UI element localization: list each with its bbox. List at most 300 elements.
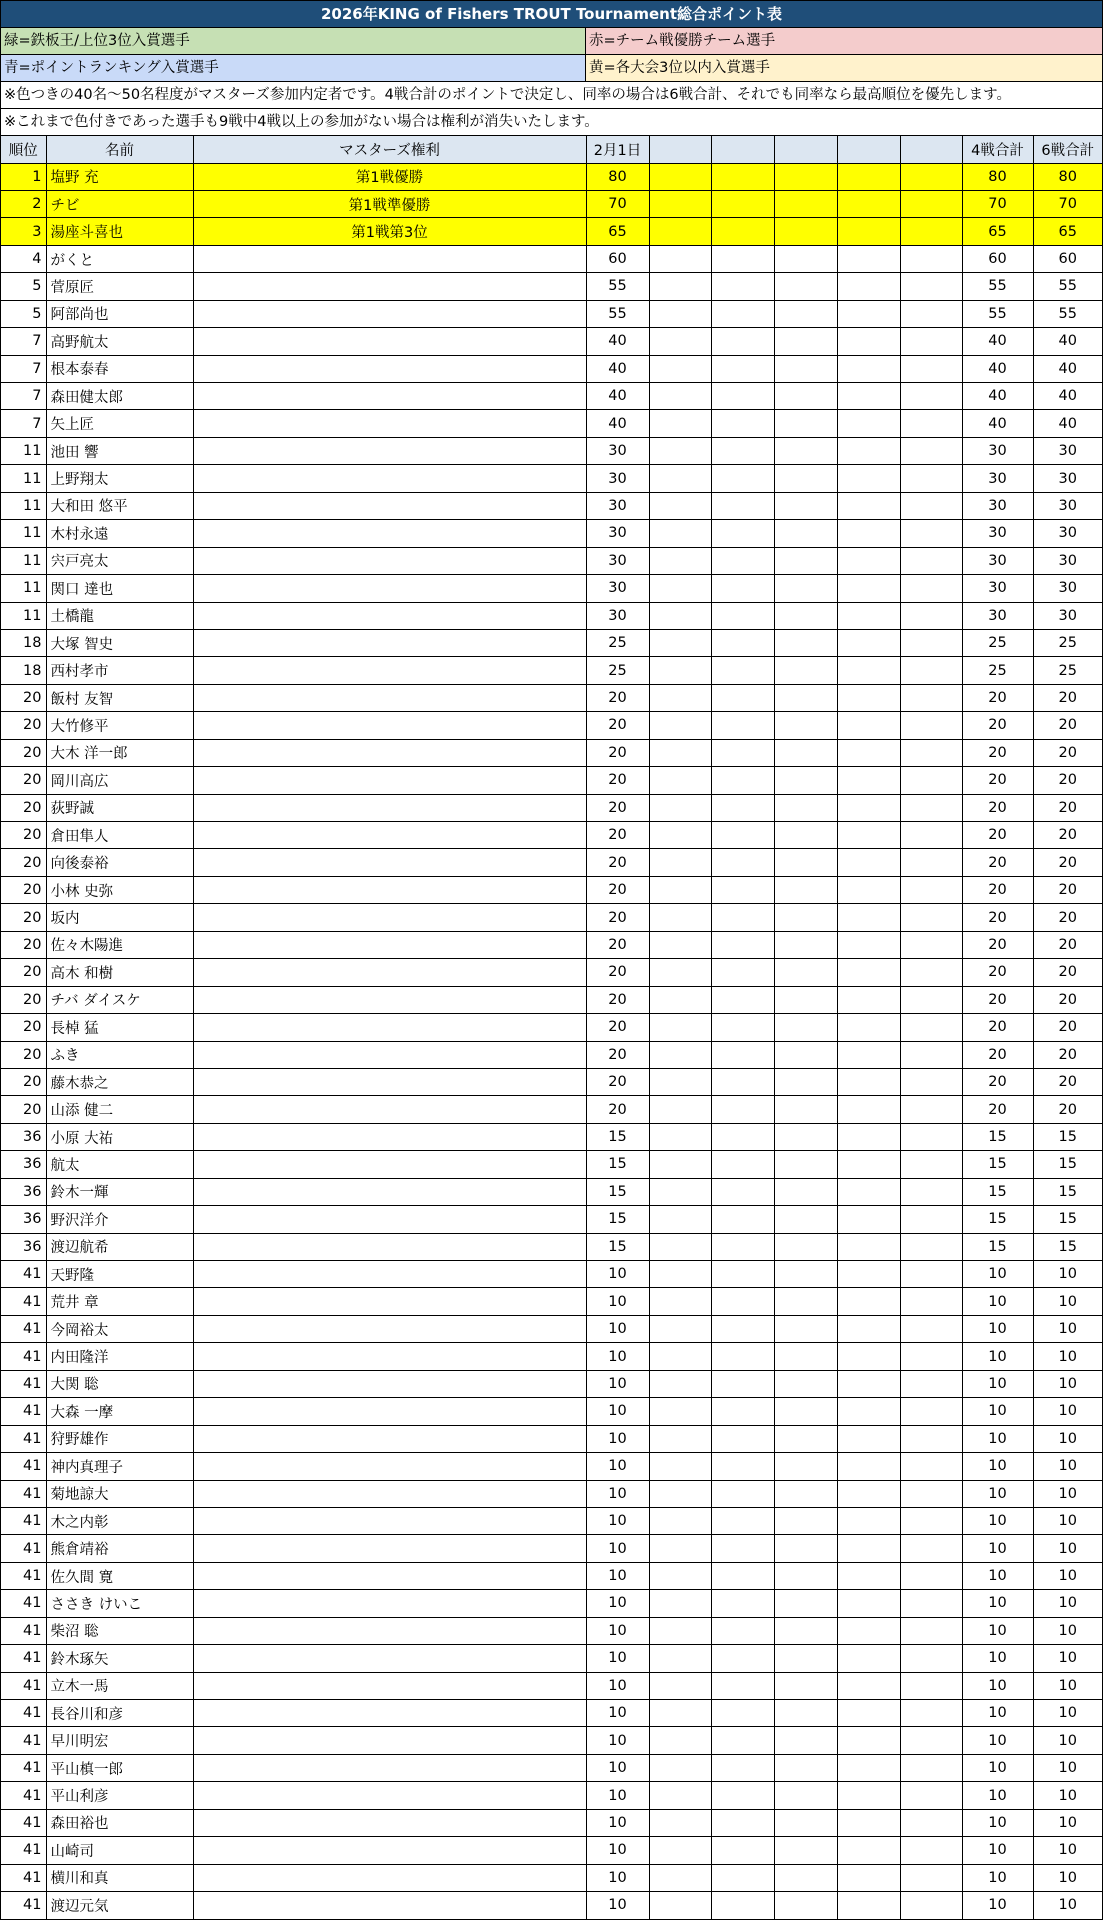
rank-cell: 41: [1, 1617, 46, 1644]
masters-right-cell: [193, 1206, 586, 1233]
name-cell: 向後泰裕: [46, 849, 193, 876]
event-3-cell: [711, 1014, 774, 1041]
event-6-cell: [900, 849, 962, 876]
legend-row-2: [1, 55, 1102, 82]
name-cell: 平山槙一郎: [46, 1754, 193, 1781]
event-3-cell: [711, 383, 774, 410]
event-5-cell: [837, 1617, 900, 1644]
rank-cell: 20: [1, 1068, 46, 1095]
event-5-cell: [837, 1892, 900, 1919]
event-2-cell: [649, 1782, 711, 1809]
sum4-cell: 20: [962, 1041, 1033, 1068]
rank-cell: 20: [1, 1014, 46, 1041]
sum4-cell: 10: [962, 1590, 1033, 1617]
event-5-cell: [837, 163, 900, 190]
table-row: [1, 1864, 1102, 1891]
event-5-cell: [837, 1123, 900, 1150]
event-6-cell: [900, 492, 962, 519]
name-cell: 小原 大祐: [46, 1123, 193, 1150]
sum6-cell: 10: [1033, 1864, 1102, 1891]
event-3-cell: [711, 1782, 774, 1809]
sum6-cell: 15: [1033, 1206, 1102, 1233]
rank-cell: 41: [1, 1343, 46, 1370]
masters-right-cell: [193, 520, 586, 547]
event-4-cell: [774, 1123, 837, 1150]
table-row: [1, 383, 1102, 410]
sum6-cell: 10: [1033, 1892, 1102, 1919]
table-row: [1, 986, 1102, 1013]
rank-cell: 20: [1, 684, 46, 711]
sum6-cell: 20: [1033, 794, 1102, 821]
rank-cell: 5: [1, 300, 46, 327]
event-5-cell: [837, 959, 900, 986]
event-2-cell: [649, 1068, 711, 1095]
event-1-points-cell: 30: [586, 547, 649, 574]
event-3-cell: [711, 355, 774, 382]
event-4-cell: [774, 218, 837, 245]
table-row: [1, 794, 1102, 821]
name-cell: 上野翔太: [46, 465, 193, 492]
event-6-cell: [900, 1507, 962, 1534]
event-4-cell: [774, 1562, 837, 1589]
name-cell: 西村孝市: [46, 657, 193, 684]
sum4-cell: 55: [962, 300, 1033, 327]
masters-right-cell: [193, 1507, 586, 1534]
name-cell: 熊倉靖裕: [46, 1535, 193, 1562]
sum6-cell: 20: [1033, 931, 1102, 958]
event-4-cell: [774, 986, 837, 1013]
event-1-points-cell: 20: [586, 959, 649, 986]
event-5-cell: [837, 1562, 900, 1589]
event-1-points-cell: 10: [586, 1892, 649, 1919]
name-cell: 高野航太: [46, 328, 193, 355]
sum4-cell: 10: [962, 1672, 1033, 1699]
legend-blue: 青=ポイントランキング入賞選手: [1, 55, 586, 81]
event-2-cell: [649, 1892, 711, 1919]
event-3-cell: [711, 1590, 774, 1617]
sum6-cell: 10: [1033, 1288, 1102, 1315]
table-row: [1, 1151, 1102, 1178]
name-cell: 長棹 猛: [46, 1014, 193, 1041]
rank-cell: 11: [1, 492, 46, 519]
rank-cell: 41: [1, 1727, 46, 1754]
rank-cell: 20: [1, 822, 46, 849]
name-cell: 塩野 充: [46, 163, 193, 190]
sum6-cell: 10: [1033, 1727, 1102, 1754]
table-row: [1, 1700, 1102, 1727]
rank-cell: 36: [1, 1178, 46, 1205]
event-4-cell: [774, 1151, 837, 1178]
event-3-cell: [711, 1041, 774, 1068]
sum6-cell: 10: [1033, 1507, 1102, 1534]
event-6-cell: [900, 1233, 962, 1260]
event-5-cell: [837, 794, 900, 821]
event-1-points-cell: 65: [586, 218, 649, 245]
sum4-cell: 30: [962, 437, 1033, 464]
event-2-cell: [649, 1507, 711, 1534]
event-3-cell: [711, 1315, 774, 1342]
table-row: [1, 163, 1102, 190]
event-3-cell: [711, 547, 774, 574]
header-event-5: [837, 136, 900, 163]
sum6-cell: 20: [1033, 904, 1102, 931]
event-6-cell: [900, 629, 962, 656]
event-6-cell: [900, 547, 962, 574]
event-3-cell: [711, 1343, 774, 1370]
event-5-cell: [837, 1068, 900, 1095]
event-3-cell: [711, 300, 774, 327]
table-row: [1, 1178, 1102, 1205]
masters-right-cell: [193, 1288, 586, 1315]
rank-cell: 41: [1, 1837, 46, 1864]
event-3-cell: [711, 218, 774, 245]
name-cell: 関口 達也: [46, 575, 193, 602]
table-row: [1, 1453, 1102, 1480]
table-row: [1, 1343, 1102, 1370]
sum4-cell: 30: [962, 547, 1033, 574]
event-2-cell: [649, 190, 711, 217]
event-3-cell: [711, 1535, 774, 1562]
event-4-cell: [774, 794, 837, 821]
event-6-cell: [900, 328, 962, 355]
name-cell: 早川明宏: [46, 1727, 193, 1754]
sum4-cell: 20: [962, 739, 1033, 766]
table-body: [1, 163, 1102, 1919]
event-3-cell: [711, 1809, 774, 1836]
event-6-cell: [900, 1782, 962, 1809]
event-1-points-cell: 10: [586, 1562, 649, 1589]
event-6-cell: [900, 959, 962, 986]
masters-right-cell: [193, 986, 586, 1013]
event-4-cell: [774, 300, 837, 327]
event-1-points-cell: 40: [586, 355, 649, 382]
event-4-cell: [774, 931, 837, 958]
event-6-cell: [900, 739, 962, 766]
rank-cell: 41: [1, 1864, 46, 1891]
event-2-cell: [649, 1261, 711, 1288]
masters-right-cell: [193, 849, 586, 876]
event-5-cell: [837, 602, 900, 629]
sum6-cell: 20: [1033, 1096, 1102, 1123]
masters-right-cell: [193, 904, 586, 931]
name-cell: 渡辺元気: [46, 1892, 193, 1919]
event-1-points-cell: 20: [586, 712, 649, 739]
sum6-cell: 10: [1033, 1261, 1102, 1288]
event-5-cell: [837, 273, 900, 300]
rank-cell: 2: [1, 190, 46, 217]
table-row: [1, 547, 1102, 574]
event-4-cell: [774, 712, 837, 739]
event-1-points-cell: 20: [586, 739, 649, 766]
rank-cell: 18: [1, 657, 46, 684]
event-4-cell: [774, 1233, 837, 1260]
masters-right-cell: [193, 657, 586, 684]
sum6-cell: 25: [1033, 629, 1102, 656]
event-1-points-cell: 60: [586, 245, 649, 272]
masters-right-cell: [193, 547, 586, 574]
event-6-cell: [900, 986, 962, 1013]
event-3-cell: [711, 273, 774, 300]
name-cell: 坂内: [46, 904, 193, 931]
name-cell: 大関 聡: [46, 1370, 193, 1397]
name-cell: 野沢洋介: [46, 1206, 193, 1233]
table-row: [1, 602, 1102, 629]
masters-right-cell: [193, 822, 586, 849]
event-3-cell: [711, 1864, 774, 1891]
rank-cell: 20: [1, 712, 46, 739]
event-4-cell: [774, 465, 837, 492]
event-1-points-cell: 10: [586, 1425, 649, 1452]
event-3-cell: [711, 1480, 774, 1507]
rank-cell: 41: [1, 1507, 46, 1534]
event-3-cell: [711, 437, 774, 464]
event-4-cell: [774, 739, 837, 766]
event-4-cell: [774, 1809, 837, 1836]
event-3-cell: [711, 1206, 774, 1233]
event-1-points-cell: 55: [586, 300, 649, 327]
sum4-cell: 10: [962, 1398, 1033, 1425]
event-5-cell: [837, 931, 900, 958]
event-3-cell: [711, 1453, 774, 1480]
event-2-cell: [649, 383, 711, 410]
table-row: [1, 355, 1102, 382]
event-6-cell: [900, 1370, 962, 1397]
table-header-row: [1, 136, 1102, 163]
event-5-cell: [837, 1014, 900, 1041]
event-1-points-cell: 70: [586, 190, 649, 217]
sum4-cell: 40: [962, 355, 1033, 382]
rank-cell: 36: [1, 1233, 46, 1260]
event-6-cell: [900, 245, 962, 272]
table-row: [1, 1837, 1102, 1864]
sum4-cell: 40: [962, 328, 1033, 355]
event-6-cell: [900, 1672, 962, 1699]
sum6-cell: 10: [1033, 1370, 1102, 1397]
name-cell: がくと: [46, 245, 193, 272]
name-cell: 菊地諒大: [46, 1480, 193, 1507]
sum4-cell: 10: [962, 1453, 1033, 1480]
event-1-points-cell: 10: [586, 1261, 649, 1288]
event-3-cell: [711, 931, 774, 958]
name-cell: 立木一馬: [46, 1672, 193, 1699]
event-1-points-cell: 15: [586, 1178, 649, 1205]
table-row: [1, 1398, 1102, 1425]
table-row: [1, 1645, 1102, 1672]
event-3-cell: [711, 1645, 774, 1672]
event-4-cell: [774, 547, 837, 574]
name-cell: チバ ダイスケ: [46, 986, 193, 1013]
table-row: [1, 575, 1102, 602]
event-1-points-cell: 10: [586, 1645, 649, 1672]
event-2-cell: [649, 328, 711, 355]
rank-cell: 11: [1, 465, 46, 492]
event-1-points-cell: 10: [586, 1480, 649, 1507]
masters-right-cell: [193, 1782, 586, 1809]
table-row: [1, 300, 1102, 327]
sum4-cell: 10: [962, 1562, 1033, 1589]
sum6-cell: 40: [1033, 328, 1102, 355]
event-5-cell: [837, 1041, 900, 1068]
sum6-cell: 10: [1033, 1425, 1102, 1452]
table-row: [1, 629, 1102, 656]
event-2-cell: [649, 876, 711, 903]
rank-cell: 20: [1, 876, 46, 903]
rank-cell: 41: [1, 1398, 46, 1425]
masters-right-cell: 第1戦第3位: [193, 218, 586, 245]
event-6-cell: [900, 1590, 962, 1617]
table-row: [1, 1233, 1102, 1260]
table-row: [1, 767, 1102, 794]
name-cell: 大森 一摩: [46, 1398, 193, 1425]
event-1-points-cell: 30: [586, 575, 649, 602]
event-5-cell: [837, 1370, 900, 1397]
sum6-cell: 55: [1033, 273, 1102, 300]
table-row: [1, 520, 1102, 547]
event-3-cell: [711, 904, 774, 931]
header-sum6: 6戦合計: [1033, 136, 1102, 163]
sum6-cell: 10: [1033, 1700, 1102, 1727]
event-4-cell: [774, 355, 837, 382]
event-5-cell: [837, 876, 900, 903]
sum4-cell: 20: [962, 849, 1033, 876]
event-5-cell: [837, 1206, 900, 1233]
name-cell: 鈴木一輝: [46, 1178, 193, 1205]
rank-cell: 7: [1, 355, 46, 382]
event-4-cell: [774, 629, 837, 656]
event-5-cell: [837, 1507, 900, 1534]
event-3-cell: [711, 1754, 774, 1781]
name-cell: 土橋龍: [46, 602, 193, 629]
name-cell: 平山利彦: [46, 1782, 193, 1809]
masters-right-cell: [193, 300, 586, 327]
event-5-cell: [837, 1288, 900, 1315]
sum6-cell: 10: [1033, 1343, 1102, 1370]
name-cell: 高木 和樹: [46, 959, 193, 986]
event-6-cell: [900, 1754, 962, 1781]
name-cell: 飯村 友智: [46, 684, 193, 711]
event-2-cell: [649, 1535, 711, 1562]
event-1-points-cell: 10: [586, 1727, 649, 1754]
event-1-points-cell: 10: [586, 1370, 649, 1397]
rank-cell: 41: [1, 1315, 46, 1342]
ranking-table: [1, 136, 1102, 1920]
event-5-cell: [837, 1233, 900, 1260]
sum6-cell: 65: [1033, 218, 1102, 245]
sum4-cell: 30: [962, 602, 1033, 629]
event-2-cell: [649, 1590, 711, 1617]
event-3-cell: [711, 410, 774, 437]
event-1-points-cell: 30: [586, 437, 649, 464]
event-6-cell: [900, 1123, 962, 1150]
rank-cell: 41: [1, 1809, 46, 1836]
event-4-cell: [774, 904, 837, 931]
sum4-cell: 40: [962, 383, 1033, 410]
event-2-cell: [649, 1398, 711, 1425]
sum4-cell: 10: [962, 1425, 1033, 1452]
event-1-points-cell: 15: [586, 1206, 649, 1233]
sum6-cell: 10: [1033, 1398, 1102, 1425]
event-5-cell: [837, 245, 900, 272]
event-2-cell: [649, 986, 711, 1013]
event-6-cell: [900, 602, 962, 629]
table-row: [1, 437, 1102, 464]
event-4-cell: [774, 1645, 837, 1672]
name-cell: 山崎司: [46, 1837, 193, 1864]
event-2-cell: [649, 1727, 711, 1754]
event-5-cell: [837, 822, 900, 849]
event-2-cell: [649, 1754, 711, 1781]
event-2-cell: [649, 163, 711, 190]
sum6-cell: 20: [1033, 1041, 1102, 1068]
table-row: [1, 1096, 1102, 1123]
event-3-cell: [711, 739, 774, 766]
masters-right-cell: [193, 245, 586, 272]
rank-cell: 20: [1, 1041, 46, 1068]
event-2-cell: [649, 657, 711, 684]
event-6-cell: [900, 1617, 962, 1644]
event-4-cell: [774, 1315, 837, 1342]
event-1-points-cell: 20: [586, 1068, 649, 1095]
rank-cell: 20: [1, 959, 46, 986]
event-2-cell: [649, 629, 711, 656]
event-1-points-cell: 20: [586, 684, 649, 711]
event-4-cell: [774, 1864, 837, 1891]
sum4-cell: 10: [962, 1480, 1033, 1507]
event-4-cell: [774, 1480, 837, 1507]
sum6-cell: 20: [1033, 822, 1102, 849]
event-2-cell: [649, 904, 711, 931]
event-2-cell: [649, 1837, 711, 1864]
event-4-cell: [774, 822, 837, 849]
event-1-points-cell: 10: [586, 1535, 649, 1562]
sum6-cell: 40: [1033, 383, 1102, 410]
name-cell: 佐久間 寛: [46, 1562, 193, 1589]
event-6-cell: [900, 1315, 962, 1342]
event-3-cell: [711, 190, 774, 217]
name-cell: 佐々木陽進: [46, 931, 193, 958]
event-1-points-cell: 40: [586, 328, 649, 355]
sum6-cell: 10: [1033, 1562, 1102, 1589]
sum4-cell: 10: [962, 1727, 1033, 1754]
sum4-cell: 15: [962, 1151, 1033, 1178]
legend-green: 緑=鉄板王/上位3位入賞選手: [1, 28, 586, 54]
legend-row-1: [1, 28, 1102, 55]
masters-right-cell: [193, 1398, 586, 1425]
event-6-cell: [900, 520, 962, 547]
event-5-cell: [837, 465, 900, 492]
event-4-cell: [774, 1590, 837, 1617]
event-2-cell: [649, 1672, 711, 1699]
table-row: [1, 1041, 1102, 1068]
event-6-cell: [900, 1151, 962, 1178]
event-2-cell: [649, 1123, 711, 1150]
event-3-cell: [711, 492, 774, 519]
masters-right-cell: [193, 328, 586, 355]
sum4-cell: 70: [962, 190, 1033, 217]
event-2-cell: [649, 273, 711, 300]
event-2-cell: [649, 437, 711, 464]
event-4-cell: [774, 849, 837, 876]
masters-right-cell: [193, 1809, 586, 1836]
masters-right-cell: [193, 1864, 586, 1891]
event-2-cell: [649, 1178, 711, 1205]
sum6-cell: 20: [1033, 986, 1102, 1013]
event-5-cell: [837, 1453, 900, 1480]
masters-right-cell: [193, 1014, 586, 1041]
event-5-cell: [837, 1480, 900, 1507]
sum6-cell: 20: [1033, 712, 1102, 739]
sum6-cell: 10: [1033, 1672, 1102, 1699]
